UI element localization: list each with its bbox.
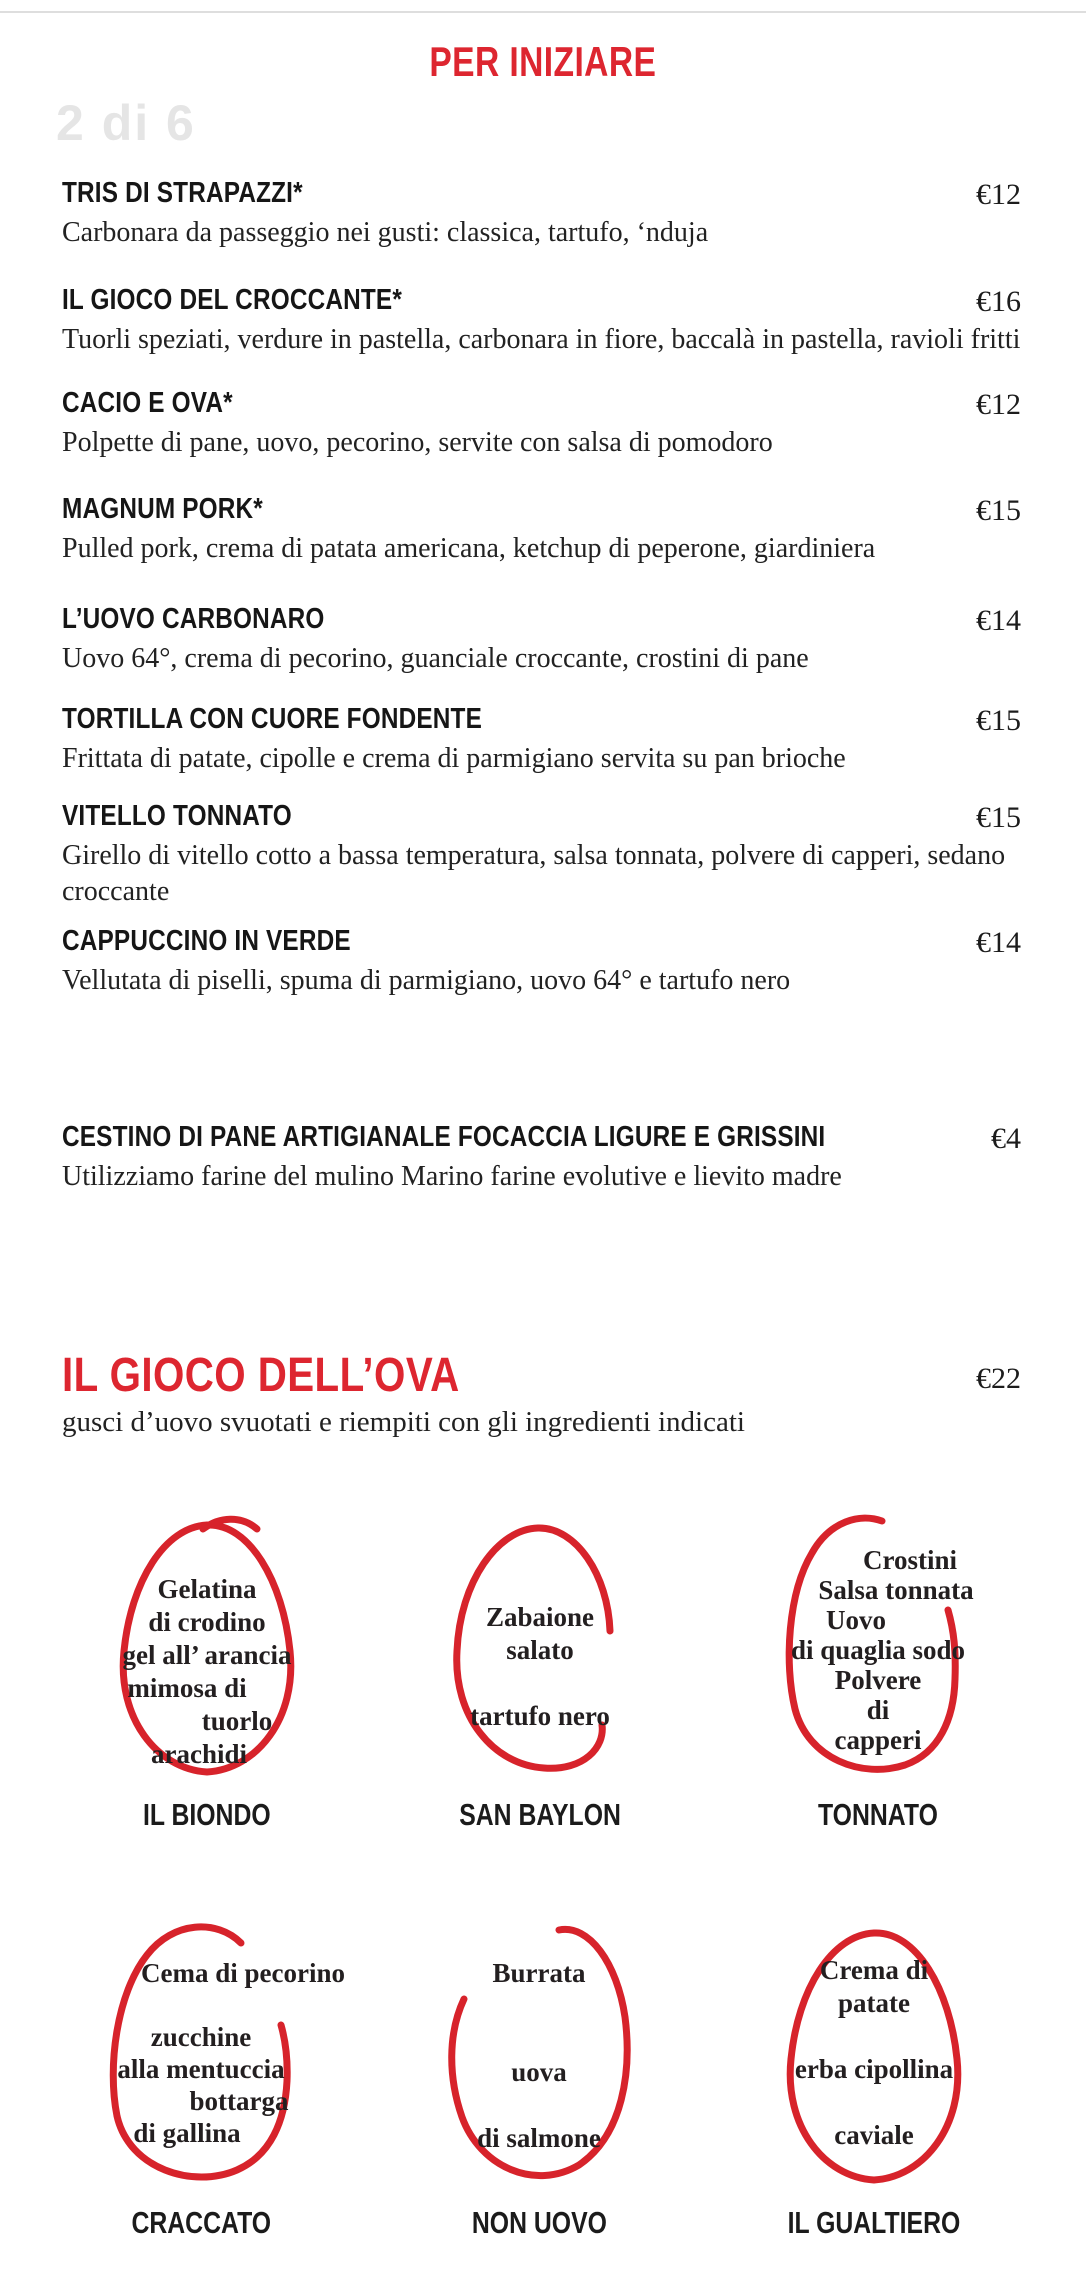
egg-ingredient-line: bottarga [189,2086,289,2116]
egg-ingredient-line: uova [511,2057,567,2087]
egg-label-text: NON UOVO [471,2205,607,2240]
menu-item-price: €15 [976,801,1021,834]
egg-label [400,1797,680,1833]
egg-ingredient-line [425,1990,653,2023]
egg-section-price: €22 [976,1362,1021,1395]
egg-ingredients [760,1921,988,2152]
egg-ingredient-line [87,1989,315,2021]
egg-item [778,1513,978,1832]
egg-ingredient-line: Zabaione [485,1602,595,1632]
egg-item [107,1513,307,1832]
egg-ingredient-line: tartufo nero [470,1701,610,1731]
egg-ingredient-line: tuorlo [201,1706,273,1736]
menu-item [62,1120,1021,1195]
egg-ingredient-line: Salsa tonnata [818,1575,974,1605]
egg-ingredient-line: zucchine [150,2022,252,2052]
egg-label-text: IL GUALTIERO [787,2205,961,2240]
page-indicator: 2 di 6 [56,95,196,151]
menu-item-description: Utilizziamo farine del mulino Marino farine evolutive e lievito madre [62,1161,842,1192]
menu-item-name: MAGNUM PORK* [62,493,263,525]
egg-ingredient-line: di [866,1695,890,1725]
egg-ingredient-line [425,2089,653,2122]
menu-item-description: Frittata di patate, cipolle e crema di parmigiano servita su pan brioche [62,743,846,774]
menu-item-name: CAPPUCCINO IN VERDE [62,925,351,957]
egg-section-subtitle: gusci d’uovo svuotati e riempiti con gli ingredienti indicati [62,1406,745,1438]
egg-item [439,1921,639,2240]
menu-item [62,702,1021,777]
menu-item-description: Polpette di pane, uovo, pecorino, servite con salsa di pomodoro [62,427,773,458]
egg-ingredient-line: Crostini [862,1545,957,1575]
menu-item-price: €15 [976,704,1021,737]
egg-ingredient-line: mimosa di [127,1673,247,1703]
egg-ingredient-line: arachidi [150,1739,247,1769]
egg-ingredient-line: di quaglia sodo [790,1635,966,1665]
egg-label [61,2205,341,2241]
egg-ingredient-line: Crema di [819,1955,929,1985]
menu-item [62,799,1021,910]
egg-ingredient-line: capperi [834,1725,922,1755]
egg-ingredients [93,1513,321,1771]
menu-item-description: Uovo 64°, crema di pecorino, guanciale croccante, crostini di pane [62,643,809,674]
menu-item-name: TRIS DI STRAPAZZI* [62,177,303,209]
egg-ingredient-line: Burrata [492,1958,586,1988]
egg-item [774,1921,974,2240]
egg-ingredient-line: caviale [834,2120,914,2150]
egg-ingredient-line [426,1667,654,1700]
egg-ingredients [87,1921,345,2149]
menu-item-name: TORTILLA CON CUORE FONDENTE [62,703,482,735]
menu-item [62,176,1021,251]
menu-item-price: €4 [991,1122,1021,1155]
menu-item-price: €12 [976,388,1021,421]
menu-item-name: CACIO E OVA* [62,387,233,419]
menu-item-description: Girello di vitello cotto a bassa temperatura, salsa tonnata, polvere di capperi, sedano croccante [62,840,1006,907]
egg-ingredient-line [760,2086,988,2119]
menu-item-description: Tuorli speziati, verdure in pastella, carbonara in fiore, baccalà in pastella, ravioli fritti [62,324,1021,355]
menu-item [62,386,1021,461]
menu-item-price: €16 [976,285,1021,318]
egg-label [67,1797,347,1833]
menu-item [62,924,1021,999]
menu-item-description: Carbonara da passeggio nei gusti: classica, tartufo, ‘nduja [62,217,709,248]
menu-item [62,602,1021,677]
egg-ingredient-line: di crodino [148,1607,266,1637]
egg-label-text: TONNATO [818,1797,938,1832]
egg-ingredient-line [425,2023,653,2056]
egg-label [734,2205,1014,2241]
egg-ingredients [764,1513,992,1755]
egg-ingredient-line: erba cipollina [794,2054,954,2084]
egg-ingredient-line: Polvere [834,1665,922,1695]
egg-item [440,1513,640,1832]
menu-item-name: CESTINO DI PANE ARTIGIANALE FOCACCIA LIGURE E GRISSINI [62,1121,826,1153]
egg-ingredient-line: Gelatina [157,1574,257,1604]
egg-item [101,1921,345,2240]
egg-ingredients [426,1513,654,1733]
menu-item-description: Pulled pork, crema di patata americana, ketchup di peperone, giardiniera [62,533,876,564]
page-header [0,38,1086,86]
menu-item [62,283,1021,358]
menu-item-price: €15 [976,494,1021,527]
egg-ingredient-line: alla mentuccia [117,2054,285,2084]
menu-item [62,492,1021,567]
egg-section-title: IL GIOCO DELL’OVA [62,1349,460,1402]
page-title: PER INIZIARE [429,38,657,85]
egg-ingredient-line: di salmone [477,2123,601,2153]
egg-ingredient-line: Cema di pecorino [141,1958,345,1988]
egg-section-header [62,1348,1021,1404]
egg-label [738,1797,1018,1833]
egg-label-text: CRACCATO [131,2205,271,2240]
egg-ingredient-line: salato [506,1635,574,1665]
egg-label [399,2205,679,2241]
menu-item-name: IL GIOCO DEL CROCCANTE* [62,284,402,316]
menu-item-name: VITELLO TONNATO [62,800,292,832]
egg-ingredient-line: gel all’ arancia [122,1640,292,1670]
egg-ingredient-line: di gallina [133,2118,241,2148]
menu-item-price: €12 [976,178,1021,211]
menu-item-name: L’UOVO CARBONARO [62,603,325,635]
menu-item-price: €14 [976,926,1021,959]
top-divider [0,11,1086,13]
egg-ingredients [425,1921,653,2155]
egg-label-text: SAN BAYLON [459,1797,621,1832]
egg-label-text: IL BIONDO [143,1797,271,1832]
egg-ingredient-line [760,2020,988,2053]
egg-ingredient-line: Uovo [826,1605,886,1635]
menu-item-description: Vellutata di piselli, spuma di parmigiano, uovo 64° e tartufo nero [62,965,791,996]
menu-item-price: €14 [976,604,1021,637]
egg-ingredient-line: patate [838,1988,910,2018]
